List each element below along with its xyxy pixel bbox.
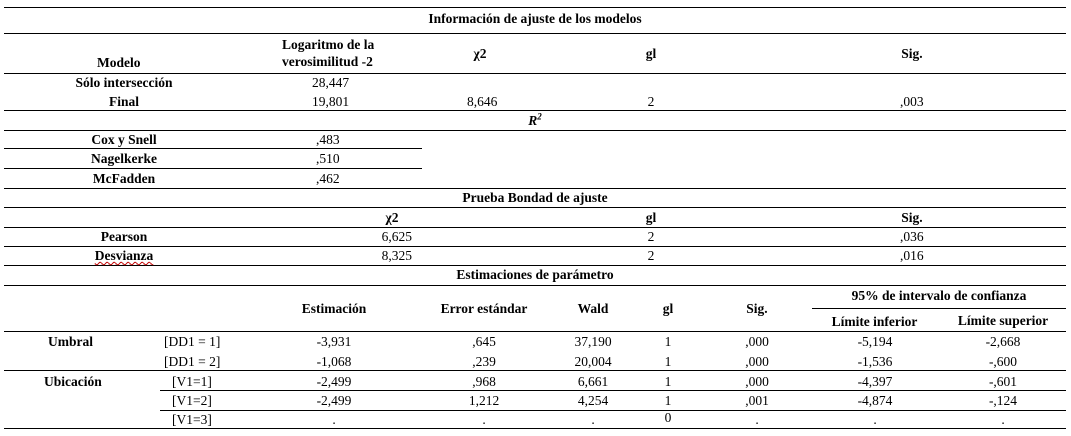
gof-pearson-gl: 2 — [647, 229, 655, 244]
rule-threshold-end — [4, 370, 1066, 371]
rule-r2-title — [4, 130, 1066, 131]
param-est: -3,931 — [316, 334, 352, 349]
param-term: [V1=1] — [172, 374, 212, 389]
col-sig: Sig. — [901, 46, 923, 61]
param-se: ,239 — [472, 354, 496, 369]
param-lower: -4,397 — [857, 374, 893, 389]
param-gl: 1 — [664, 334, 672, 349]
r2-title-letter: R — [528, 113, 538, 128]
param-gl: 1 — [664, 393, 672, 408]
cell-intercept-loglik: 28,447 — [312, 75, 350, 90]
param-term: [DD1 = 2] — [164, 354, 221, 369]
rule-r2-row2 — [4, 168, 422, 169]
row-label-final: Final — [108, 94, 139, 109]
param-est: . — [332, 412, 336, 427]
group-location: Ubicación — [44, 374, 102, 389]
r2-title — [4, 113, 1066, 129]
col-model: Modelo — [97, 55, 141, 70]
group-threshold: Umbral — [48, 334, 93, 349]
rule-params-title — [4, 285, 1066, 286]
param-sig: ,001 — [745, 393, 769, 408]
param-est: -2,499 — [316, 393, 352, 408]
param-term: [DD1 = 1] — [164, 334, 221, 349]
param-upper: -,601 — [988, 374, 1018, 389]
rule-gof-header — [4, 227, 1066, 228]
param-est: -1,068 — [316, 354, 352, 369]
rule-gof-end — [4, 265, 1066, 266]
rule-params-header — [4, 331, 1066, 332]
rule-r2-end — [4, 188, 1066, 189]
rule-model-end — [4, 110, 1066, 111]
param-sig: ,000 — [745, 374, 769, 389]
r2-label-mcfadden: McFadden — [92, 171, 156, 186]
rule-r2-row1 — [4, 148, 422, 149]
param-upper: -,600 — [988, 354, 1018, 369]
param-lower: -4,874 — [857, 393, 893, 408]
gof-col-chi: χ2 — [385, 210, 399, 225]
row-label-intercept: Sólo intersección — [75, 75, 173, 90]
param-sig: ,000 — [745, 334, 769, 349]
param-se: 1,212 — [468, 393, 500, 408]
rule-param-row4 — [160, 410, 1066, 411]
param-term: [V1=3] — [172, 412, 212, 427]
gof-deviance-gl: 2 — [647, 248, 655, 263]
col-chi-square: χ2 — [473, 46, 487, 61]
gof-pearson-sig: ,036 — [900, 229, 924, 244]
rule-param-row3 — [160, 390, 1066, 391]
r2-value-cox-snell: ,483 — [316, 132, 340, 147]
params-col-lower: Límite inferior — [831, 314, 918, 329]
param-upper: -,124 — [988, 393, 1018, 408]
param-gl: 1 — [664, 374, 672, 389]
param-wald: 6,661 — [577, 374, 609, 389]
gof-deviance-sig: ,016 — [900, 248, 924, 263]
params-col-ci: 95% de intervalo de confianza — [851, 288, 1027, 303]
rule-bottom — [4, 428, 1066, 429]
param-upper: . — [1001, 412, 1005, 427]
params-col-upper: Límite superior — [957, 313, 1049, 328]
gof-title: Prueba Bondad de ajuste — [462, 190, 608, 205]
param-wald: . — [591, 412, 595, 427]
param-sig: ,000 — [745, 354, 769, 369]
param-upper: -2,668 — [985, 334, 1021, 349]
params-title: Estimaciones de parámetro — [456, 267, 614, 282]
param-est: -2,499 — [316, 374, 352, 389]
rule-model-header — [4, 73, 1066, 74]
rule-ci-span — [812, 308, 1066, 309]
gof-col-gl: gl — [645, 210, 657, 225]
params-col-estimate: Estimación — [301, 301, 367, 316]
rule-model-title — [4, 33, 1066, 34]
col-gl: gl — [645, 46, 657, 61]
r2-title-sup: 2 — [537, 111, 542, 122]
cell-final-loglik: 19,801 — [312, 94, 350, 109]
param-se: . — [482, 412, 486, 427]
param-wald: 37,190 — [574, 334, 612, 349]
r2-label-nagelkerke: Nagelkerke — [91, 151, 157, 166]
r2-label-cox-snell: Cox y Snell — [91, 132, 157, 147]
param-se: ,968 — [472, 374, 496, 389]
rule-gof-row1 — [4, 246, 1066, 247]
param-sig: . — [755, 412, 759, 427]
param-gl: 1 — [664, 354, 672, 369]
param-term: [V1=2] — [172, 393, 212, 408]
params-col-se: Error estándar — [440, 301, 528, 316]
param-lower: -5,194 — [857, 334, 893, 349]
param-se: ,645 — [472, 334, 496, 349]
gof-deviance-chi: 8,325 — [381, 248, 412, 263]
params-col-wald: Wald — [577, 301, 609, 316]
gof-label-deviance-text: Desvianza — [94, 248, 154, 263]
col-loglik-line1: Logaritmo de la — [282, 37, 375, 52]
rule-gof-title — [4, 207, 1066, 208]
model-fit-title: Información de ajuste de los modelos — [428, 11, 642, 26]
rule-top — [4, 7, 1066, 8]
r2-value-nagelkerke: ,510 — [316, 151, 340, 166]
params-col-sig: Sig. — [746, 301, 768, 316]
r2-value-mcfadden: ,462 — [316, 171, 340, 186]
col-loglik-line2: verosimilitud -2 — [282, 54, 373, 69]
param-lower: . — [873, 412, 877, 427]
params-col-gl: gl — [662, 301, 674, 316]
cell-final-gl: 2 — [647, 94, 655, 109]
param-wald: 4,254 — [577, 393, 609, 408]
gof-col-sig: Sig. — [901, 210, 923, 225]
param-wald: 20,004 — [574, 354, 612, 369]
cell-final-sig: ,003 — [900, 94, 924, 109]
gof-pearson-chi: 6,625 — [381, 229, 412, 244]
param-gl: 0 — [664, 410, 672, 425]
cell-final-chi: 8,646 — [467, 94, 498, 109]
param-lower: -1,536 — [857, 354, 893, 369]
gof-label-pearson: Pearson — [100, 229, 148, 244]
gof-label-deviance — [4, 248, 244, 264]
